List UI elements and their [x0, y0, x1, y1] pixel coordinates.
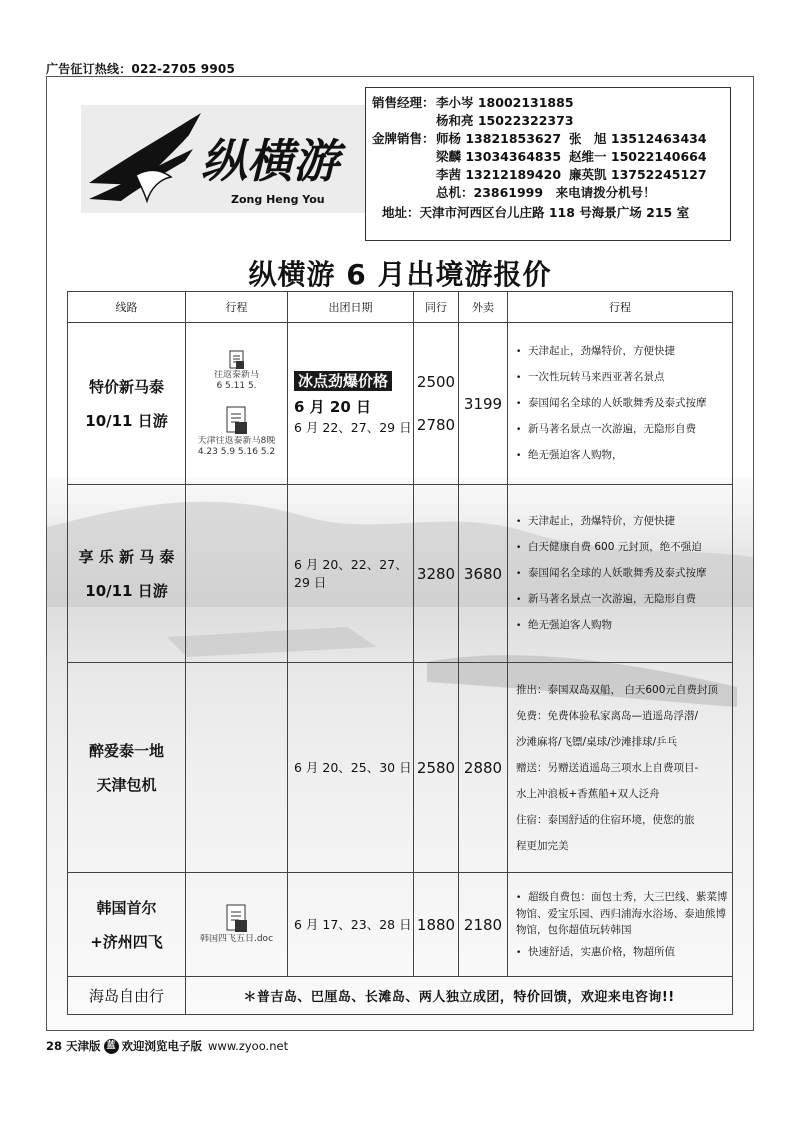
- advert-frame: [46, 76, 754, 1031]
- zongheng-logo: [81, 105, 371, 213]
- peer-price: 2500: [416, 372, 456, 391]
- gold-sales-1a: 师杨 13821853627: [436, 131, 562, 146]
- logo-text-cn: 纵横游: [201, 134, 339, 188]
- header-details: 行程: [508, 292, 733, 323]
- detail-line: 程更加完美: [516, 839, 569, 852]
- address: 地址：天津市河西区台儿庄路 118 号海景广场 215 室: [382, 205, 690, 220]
- departure-dates: 6 月 22、27、29 日: [294, 419, 412, 435]
- detail-line: • 超级自费包：面包士秀，大三巴线、紫菜博物馆、爱宝乐园、西归浦海水浴场、泰迪熊博物馆，包你超值玩转韩国: [516, 889, 732, 938]
- detail-line: • 新马著名景点一次游遍，无隐形自费: [516, 587, 732, 613]
- edition-label: 天津版: [66, 1039, 101, 1053]
- retail-price: 2880: [459, 663, 508, 873]
- detail-line: 免费：免费体验私家离岛—逍遥岛浮潜/: [516, 709, 699, 722]
- doc-name: 韩国四飞五日.doc: [199, 934, 274, 944]
- header-itinerary: 行程: [186, 292, 288, 323]
- detail-line: • 泰国闻名全球的人妖歌舞秀及泰式按摩: [516, 391, 732, 417]
- table-row: [68, 323, 733, 485]
- word-doc-icon: [225, 904, 249, 934]
- detail-line: • 白天健康自费 600 元封顶，绝不强迫: [516, 535, 732, 561]
- header-peer: 同行: [414, 292, 459, 323]
- promo-badge: 冰点劲爆价格: [294, 371, 392, 391]
- route-days: 10/11 日游: [85, 581, 168, 600]
- table-header-row: [68, 292, 733, 323]
- peer-price: 2580: [414, 663, 459, 873]
- detail-line: 沙滩麻将/飞镖/桌球/沙滩排球/乒乓: [516, 735, 678, 748]
- table-row: [68, 485, 733, 663]
- route-cell: [68, 663, 186, 873]
- peer-price-cell: [414, 323, 459, 485]
- price-table: [67, 291, 733, 1015]
- advert-hotline: 广告征订热线：022-2705 9905: [46, 62, 236, 76]
- edition-badge: 蓝: [104, 1039, 119, 1054]
- detail-line: • 快速舒适，实惠价格，物超所值: [516, 944, 732, 961]
- island-row: [68, 977, 733, 1015]
- detail-line: • 天津起止，劲爆特价，方便快捷: [516, 509, 732, 535]
- table-row: [68, 873, 733, 977]
- peer-price: 3280: [414, 485, 459, 663]
- detail-line: 住宿：泰国舒适的住宿环境，使您的旅: [516, 813, 695, 826]
- departure-dates: 6 月 20、25、30 日: [288, 663, 414, 873]
- route-cell: [68, 323, 186, 485]
- detail-line: • 天津起止，劲爆特价，方便快捷: [516, 339, 732, 365]
- itinerary-cell: [186, 663, 288, 873]
- sales-manager-label: 销售经理：: [372, 95, 435, 110]
- route-days: 天津包机: [96, 775, 157, 794]
- route-name: 特价新马泰: [88, 377, 164, 396]
- route-days: +济州四飞: [90, 932, 163, 951]
- details-cell: [508, 323, 733, 485]
- contact-box: [365, 87, 731, 241]
- page-number: 28: [46, 1039, 63, 1053]
- doc-dates: 4.23 5.9 5.16 5.2: [197, 446, 276, 457]
- route-cell: [68, 873, 186, 977]
- gold-sales-3a: 李茜 13212189420: [436, 167, 562, 182]
- route-name: 享 乐 新 马 泰: [78, 547, 175, 566]
- details-cell: [508, 485, 733, 663]
- footer-url[interactable]: www.zyoo.net: [208, 1039, 289, 1053]
- departure-dates: 6 月 17、23、28 日: [288, 873, 414, 977]
- doc-attachment[interactable]: [186, 406, 287, 458]
- island-text: ＊普吉岛、巴厘岛、长滩岛、两人独立成团，特价回馈，欢迎来电咨询!!: [186, 977, 733, 1015]
- dates-cell: [288, 323, 414, 485]
- header-dates: 出团日期: [288, 292, 414, 323]
- detail-line: • 新马著名景点一次游遍，无隐形自费: [516, 417, 732, 443]
- retail-price: 3199: [459, 323, 508, 485]
- detail-line: 赠送：另赠送逍遥岛三项水上自费项目-: [516, 761, 699, 774]
- route-cell: [68, 485, 186, 663]
- featured-date: 6 月 20 日: [294, 397, 371, 416]
- departure-dates: 6 月 20、22、27、29 日: [288, 485, 414, 663]
- detail-line: • 泰国闻名全球的人妖歌舞秀及泰式按摩: [516, 561, 732, 587]
- detail-line: • 绝无强迫客人购物: [516, 613, 732, 639]
- route-name: 醉爱泰一地: [88, 741, 164, 760]
- retail-price: 3680: [459, 485, 508, 663]
- gold-sales-label: 金牌销售：: [372, 131, 435, 146]
- detail-line: 推出：泰国双岛双船， 白天600元自费封顶: [516, 683, 718, 696]
- doc-name: 天津往返泰新马8晚: [197, 435, 276, 446]
- detail-line: 水上冲浪板+香蕉船+双人泛舟: [516, 787, 660, 800]
- header-retail: 外卖: [459, 292, 508, 323]
- itinerary-cell: [186, 485, 288, 663]
- retail-price: 2180: [459, 873, 508, 977]
- peer-price: 1880: [414, 873, 459, 977]
- header-route: 线路: [68, 292, 186, 323]
- doc-attachment[interactable]: [186, 904, 287, 945]
- doc-dates: 6 5.11 5.: [216, 380, 257, 391]
- details-cell: [508, 873, 733, 977]
- gold-sales-2a: 梁麟 13034364835: [436, 149, 562, 164]
- word-doc-icon: [229, 350, 245, 370]
- island-label: 海岛自由行: [68, 977, 186, 1015]
- doc-name: 往返泰新马: [213, 369, 259, 380]
- details-cell: [508, 663, 733, 873]
- logo-text-en: Zong Heng You: [231, 193, 325, 206]
- peer-price: 2780: [416, 415, 456, 434]
- gold-sales-1b: 张 旭 13512463434: [569, 131, 707, 146]
- table-row: [68, 663, 733, 873]
- page-title: 纵横游 6 月出境游报价: [248, 258, 552, 291]
- detail-line: • 绝无强迫客人购物，: [516, 443, 732, 469]
- itinerary-cell: [186, 323, 288, 485]
- route-name: 韩国首尔: [96, 898, 157, 917]
- route-days: 10/11 日游: [85, 411, 168, 430]
- page-footer: [46, 1038, 288, 1054]
- itinerary-cell: [186, 873, 288, 977]
- doc-attachment[interactable]: [186, 350, 287, 392]
- switchboard: 总机：23861999 来电请拨分机号！: [436, 185, 656, 200]
- gold-sales-2b: 赵维一 15022140664: [569, 149, 707, 164]
- sales-manager-2: 杨和亮 15022322373: [436, 113, 574, 128]
- detail-line: • 一次性玩转马来西亚著名景点: [516, 365, 732, 391]
- gold-sales-3b: 廉英凯 13752245127: [569, 167, 707, 182]
- word-doc-icon: [225, 406, 249, 436]
- footer-slogan: 欢迎浏览电子版: [121, 1039, 203, 1053]
- sales-manager-1: 李小岑 18002131885: [436, 95, 574, 110]
